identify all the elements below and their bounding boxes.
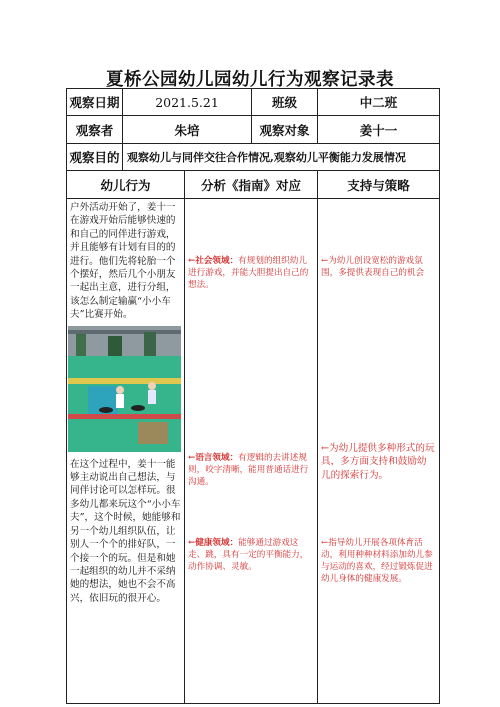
analysis-health-domain: ←健康领域： (188, 538, 239, 548)
column-header-strategy: 支持与策略 (318, 171, 440, 199)
behavior-cell (67, 199, 185, 704)
analysis-language (185, 452, 317, 488)
analysis-social-text: 有规划的组织幼儿进行游戏，并能大胆提出自己的想法。 (188, 256, 309, 290)
observer-value: 朱培 (123, 116, 252, 144)
date-label: 观察日期 (67, 89, 123, 116)
target-label: 观察对象 (252, 116, 318, 144)
purpose-value: 观察幼儿与同伴交往合作情况,观察幼儿平衡能力发展情况 (123, 144, 440, 171)
strategy-2: ←为幼儿提供多种形式的玩具，多方面支持和鼓励幼儿的探索行为。 (321, 443, 435, 481)
analysis-cell (185, 199, 318, 704)
behavior-paragraph-1: 户外活动开始了，姜十一在游戏开始后能够快速的和自己的同伴进行游戏，并且能够有计划有目的的进行。他们先将轮胎一个个摆好，然后几个小朋友一起出主意，进行分组，该怎么制定输赢“小小车夫”比赛开始。 (70, 202, 176, 321)
class-label: 班级 (252, 89, 318, 116)
page-title: 夏桥公园幼儿园幼儿行为观察记录表 (106, 70, 394, 90)
class-value: 中二班 (318, 89, 440, 116)
strategy-1: ←为幼儿创设宽松的游戏氛围，多提供表现自己的机会 (321, 256, 425, 278)
column-header-behavior: 幼儿行为 (67, 171, 185, 199)
purpose-label: 观察目的 (67, 144, 123, 171)
behavior-paragraph-2: 在这个过程中，姜十一能够主动说出自己想法，与同伴讨论可以怎样玩。很多幼儿都来玩这个“小小车夫”，这个时候，她能够和另一个幼儿组织队伍，让别人一个个的排好队，一个接一个的玩。但是和她一起组织的幼儿并不采纳她的想法，她也不会不高兴，依旧玩的很开心。 (70, 458, 181, 604)
observer-label: 观察者 (67, 116, 123, 144)
column-header-analysis: 分析《指南》对应 (185, 171, 318, 199)
analysis-social (185, 255, 317, 291)
observation-table (66, 88, 440, 704)
activity-photo (68, 326, 181, 452)
date-value: 2021.5.21 (123, 89, 252, 116)
strategy-cell (318, 199, 440, 704)
strategy-3: ←指导幼儿开展各项体育活动，利用种种材料添加幼儿参与运动的喜欢，经过锻炼促进幼儿身体的健康发展。 (321, 538, 433, 584)
analysis-language-text: 有逻辑的去讲述规则，咬字清晰，能用普通话进行沟通。 (188, 453, 309, 487)
analysis-health-text: 能够通过游戏这走、跳，具有一定的平衡能力，动作协调、灵敏。 (188, 538, 309, 572)
analysis-social-domain: ←社会领域： (188, 256, 239, 266)
target-value: 姜十一 (318, 116, 440, 144)
analysis-health (185, 537, 317, 573)
analysis-language-domain: ←语言领域： (188, 453, 239, 463)
